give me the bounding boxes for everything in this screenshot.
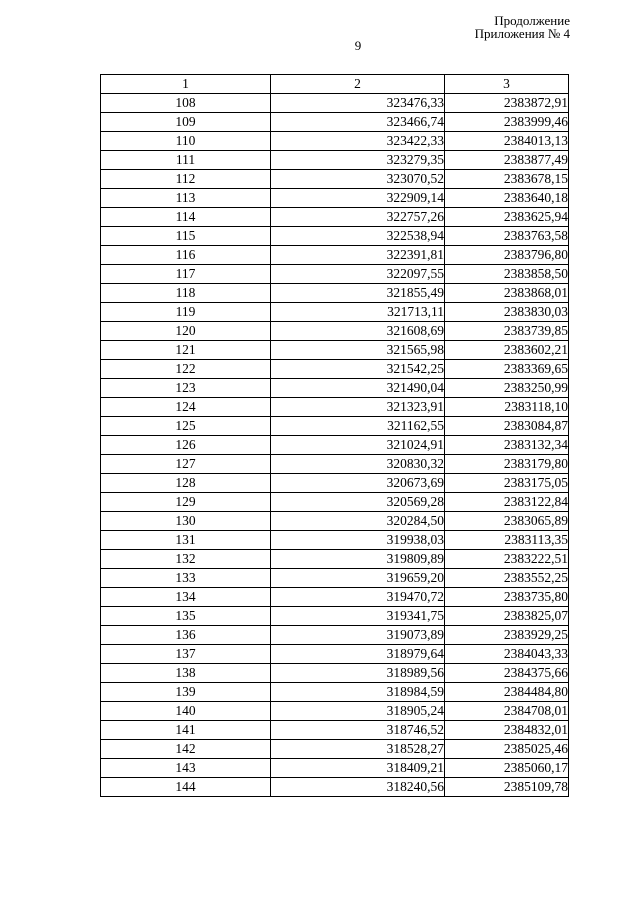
x-coordinate-cell: 321162,55 bbox=[271, 417, 445, 436]
table-row bbox=[101, 360, 569, 379]
point-number-cell: 137 bbox=[101, 645, 271, 664]
x-coordinate-cell: 323476,33 bbox=[271, 94, 445, 113]
y-coordinate-cell: 2383739,85 bbox=[445, 322, 569, 341]
y-coordinate-cell: 2384043,33 bbox=[445, 645, 569, 664]
table-row bbox=[101, 702, 569, 721]
y-coordinate-cell: 2383735,80 bbox=[445, 588, 569, 607]
y-coordinate-cell: 2383084,87 bbox=[445, 417, 569, 436]
table-row bbox=[101, 569, 569, 588]
table-row bbox=[101, 94, 569, 113]
point-number-cell: 114 bbox=[101, 208, 271, 227]
table-row bbox=[101, 512, 569, 531]
point-number-cell: 111 bbox=[101, 151, 271, 170]
table-row bbox=[101, 398, 569, 417]
table-row bbox=[101, 417, 569, 436]
coordinates-table bbox=[100, 74, 569, 797]
table-row bbox=[101, 607, 569, 626]
y-coordinate-cell: 2383122,84 bbox=[445, 493, 569, 512]
table-row bbox=[101, 436, 569, 455]
table-row bbox=[101, 208, 569, 227]
point-number-cell: 121 bbox=[101, 341, 271, 360]
point-number-cell: 109 bbox=[101, 113, 271, 132]
table-row bbox=[101, 759, 569, 778]
x-coordinate-cell: 318979,64 bbox=[271, 645, 445, 664]
x-coordinate-cell: 321542,25 bbox=[271, 360, 445, 379]
table-row bbox=[101, 113, 569, 132]
x-coordinate-cell: 321608,69 bbox=[271, 322, 445, 341]
y-coordinate-cell: 2383858,50 bbox=[445, 265, 569, 284]
x-coordinate-cell: 319809,89 bbox=[271, 550, 445, 569]
x-coordinate-cell: 318409,21 bbox=[271, 759, 445, 778]
column-header: 3 bbox=[445, 75, 569, 94]
x-coordinate-cell: 320284,50 bbox=[271, 512, 445, 531]
x-coordinate-cell: 319659,20 bbox=[271, 569, 445, 588]
y-coordinate-cell: 2383678,15 bbox=[445, 170, 569, 189]
y-coordinate-cell: 2383796,80 bbox=[445, 246, 569, 265]
point-number-cell: 122 bbox=[101, 360, 271, 379]
point-number-cell: 125 bbox=[101, 417, 271, 436]
y-coordinate-cell: 2384484,80 bbox=[445, 683, 569, 702]
table-row bbox=[101, 189, 569, 208]
point-number-cell: 127 bbox=[101, 455, 271, 474]
point-number-cell: 116 bbox=[101, 246, 271, 265]
table-row bbox=[101, 493, 569, 512]
point-number-cell: 108 bbox=[101, 94, 271, 113]
y-coordinate-cell: 2383625,94 bbox=[445, 208, 569, 227]
table-row bbox=[101, 778, 569, 797]
x-coordinate-cell: 319341,75 bbox=[271, 607, 445, 626]
y-coordinate-cell: 2383602,21 bbox=[445, 341, 569, 360]
y-coordinate-cell: 2383999,46 bbox=[445, 113, 569, 132]
y-coordinate-cell: 2383929,25 bbox=[445, 626, 569, 645]
y-coordinate-cell: 2383877,49 bbox=[445, 151, 569, 170]
point-number-cell: 144 bbox=[101, 778, 271, 797]
point-number-cell: 117 bbox=[101, 265, 271, 284]
point-number-cell: 123 bbox=[101, 379, 271, 398]
point-number-cell: 124 bbox=[101, 398, 271, 417]
x-coordinate-cell: 322538,94 bbox=[271, 227, 445, 246]
x-coordinate-cell: 321323,91 bbox=[271, 398, 445, 417]
y-coordinate-cell: 2383118,10 bbox=[445, 398, 569, 417]
y-coordinate-cell: 2385060,17 bbox=[445, 759, 569, 778]
table-row bbox=[101, 284, 569, 303]
x-coordinate-cell: 322757,26 bbox=[271, 208, 445, 227]
table-row bbox=[101, 341, 569, 360]
y-coordinate-cell: 2383868,01 bbox=[445, 284, 569, 303]
point-number-cell: 143 bbox=[101, 759, 271, 778]
point-number-cell: 131 bbox=[101, 531, 271, 550]
point-number-cell: 133 bbox=[101, 569, 271, 588]
point-number-cell: 132 bbox=[101, 550, 271, 569]
table-row bbox=[101, 170, 569, 189]
y-coordinate-cell: 2383825,07 bbox=[445, 607, 569, 626]
x-coordinate-cell: 318984,59 bbox=[271, 683, 445, 702]
y-coordinate-cell: 2384375,66 bbox=[445, 664, 569, 683]
x-coordinate-cell: 322097,55 bbox=[271, 265, 445, 284]
y-coordinate-cell: 2383640,18 bbox=[445, 189, 569, 208]
x-coordinate-cell: 318989,56 bbox=[271, 664, 445, 683]
x-coordinate-cell: 319470,72 bbox=[271, 588, 445, 607]
x-coordinate-cell: 318528,27 bbox=[271, 740, 445, 759]
table-row bbox=[101, 132, 569, 151]
table-row bbox=[101, 588, 569, 607]
table-row bbox=[101, 531, 569, 550]
table-row bbox=[101, 645, 569, 664]
x-coordinate-cell: 322909,14 bbox=[271, 189, 445, 208]
y-coordinate-cell: 2384832,01 bbox=[445, 721, 569, 740]
point-number-cell: 120 bbox=[101, 322, 271, 341]
table-row bbox=[101, 227, 569, 246]
y-coordinate-cell: 2383222,51 bbox=[445, 550, 569, 569]
y-coordinate-cell: 2383830,03 bbox=[445, 303, 569, 322]
table-row bbox=[101, 322, 569, 341]
x-coordinate-cell: 320569,28 bbox=[271, 493, 445, 512]
point-number-cell: 142 bbox=[101, 740, 271, 759]
table-body bbox=[101, 94, 569, 797]
point-number-cell: 138 bbox=[101, 664, 271, 683]
y-coordinate-cell: 2384708,01 bbox=[445, 702, 569, 721]
x-coordinate-cell: 318240,56 bbox=[271, 778, 445, 797]
x-coordinate-cell: 320673,69 bbox=[271, 474, 445, 493]
table-row bbox=[101, 626, 569, 645]
table-row bbox=[101, 455, 569, 474]
table-row bbox=[101, 550, 569, 569]
appendix-label: Приложения № 4 bbox=[474, 26, 570, 41]
y-coordinate-cell: 2383065,89 bbox=[445, 512, 569, 531]
y-coordinate-cell: 2383250,99 bbox=[445, 379, 569, 398]
x-coordinate-cell: 323466,74 bbox=[271, 113, 445, 132]
table-row bbox=[101, 246, 569, 265]
y-coordinate-cell: 2383175,05 bbox=[445, 474, 569, 493]
x-coordinate-cell: 321855,49 bbox=[271, 284, 445, 303]
x-coordinate-cell: 318905,24 bbox=[271, 702, 445, 721]
table-row bbox=[101, 740, 569, 759]
y-coordinate-cell: 2383369,65 bbox=[445, 360, 569, 379]
point-number-cell: 134 bbox=[101, 588, 271, 607]
appendix-continuation-note bbox=[475, 14, 570, 40]
point-number-cell: 113 bbox=[101, 189, 271, 208]
y-coordinate-cell: 2384013,13 bbox=[445, 132, 569, 151]
y-coordinate-cell: 2383552,25 bbox=[445, 569, 569, 588]
point-number-cell: 118 bbox=[101, 284, 271, 303]
x-coordinate-cell: 319073,89 bbox=[271, 626, 445, 645]
y-coordinate-cell: 2383763,58 bbox=[445, 227, 569, 246]
point-number-cell: 115 bbox=[101, 227, 271, 246]
x-coordinate-cell: 319938,03 bbox=[271, 531, 445, 550]
point-number-cell: 140 bbox=[101, 702, 271, 721]
point-number-cell: 126 bbox=[101, 436, 271, 455]
x-coordinate-cell: 321024,91 bbox=[271, 436, 445, 455]
point-number-cell: 130 bbox=[101, 512, 271, 531]
point-number-cell: 112 bbox=[101, 170, 271, 189]
x-coordinate-cell: 318746,52 bbox=[271, 721, 445, 740]
point-number-cell: 129 bbox=[101, 493, 271, 512]
point-number-cell: 141 bbox=[101, 721, 271, 740]
x-coordinate-cell: 320830,32 bbox=[271, 455, 445, 474]
table-row bbox=[101, 474, 569, 493]
y-coordinate-cell: 2385109,78 bbox=[445, 778, 569, 797]
page-number: 9 bbox=[354, 38, 362, 53]
column-header: 2 bbox=[271, 75, 445, 94]
y-coordinate-cell: 2383872,91 bbox=[445, 94, 569, 113]
x-coordinate-cell: 321565,98 bbox=[271, 341, 445, 360]
column-header: 1 bbox=[101, 75, 271, 94]
table-row bbox=[101, 721, 569, 740]
table-row bbox=[101, 664, 569, 683]
x-coordinate-cell: 322391,81 bbox=[271, 246, 445, 265]
x-coordinate-cell: 323279,35 bbox=[271, 151, 445, 170]
table-row bbox=[101, 151, 569, 170]
table-row bbox=[101, 379, 569, 398]
x-coordinate-cell: 323422,33 bbox=[271, 132, 445, 151]
x-coordinate-cell: 321490,04 bbox=[271, 379, 445, 398]
point-number-cell: 119 bbox=[101, 303, 271, 322]
y-coordinate-cell: 2383132,34 bbox=[445, 436, 569, 455]
x-coordinate-cell: 321713,11 bbox=[271, 303, 445, 322]
point-number-cell: 139 bbox=[101, 683, 271, 702]
y-coordinate-cell: 2383179,80 bbox=[445, 455, 569, 474]
x-coordinate-cell: 323070,52 bbox=[271, 170, 445, 189]
y-coordinate-cell: 2383113,35 bbox=[445, 531, 569, 550]
point-number-cell: 110 bbox=[101, 132, 271, 151]
table-row bbox=[101, 265, 569, 284]
continuation-label: Продолжение bbox=[494, 13, 570, 28]
point-number-cell: 136 bbox=[101, 626, 271, 645]
table-row bbox=[101, 303, 569, 322]
table-row bbox=[101, 683, 569, 702]
y-coordinate-cell: 2385025,46 bbox=[445, 740, 569, 759]
point-number-cell: 135 bbox=[101, 607, 271, 626]
table-header-row bbox=[101, 75, 569, 94]
point-number-cell: 128 bbox=[101, 474, 271, 493]
